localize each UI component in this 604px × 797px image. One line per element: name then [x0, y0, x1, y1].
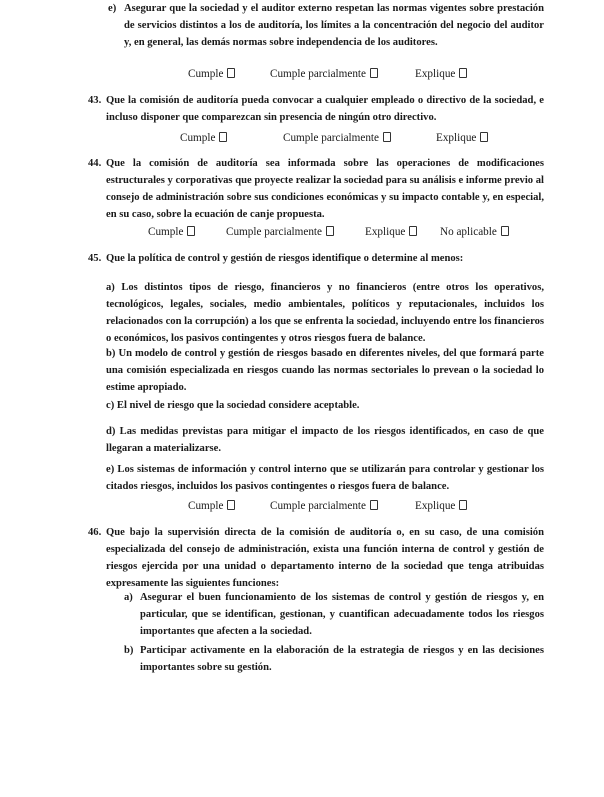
option-label: Cumple parcialmente — [283, 132, 379, 144]
checkbox-icon[interactable] — [219, 132, 227, 142]
item-45-b: b) Un modelo de control y gestión de riesgos basado en diferentes niveles, del que formará parte una comisión especializada en riesgos cuando las normas sectoriales lo prevean o la sociedad lo estime apropiado. — [106, 348, 544, 393]
item-45-number: 45. — [88, 253, 102, 264]
option-label: No aplicable — [440, 226, 497, 238]
checkbox-icon[interactable] — [459, 500, 467, 510]
option-label: Cumple parcialmente — [270, 68, 366, 80]
option-label: Cumple — [148, 226, 184, 238]
option-cumple[interactable] — [148, 226, 195, 238]
option-cumple[interactable] — [180, 132, 227, 144]
option-cumple-parcialmente[interactable] — [270, 68, 378, 80]
item-43-number: 43. — [88, 95, 102, 106]
item-44-text: Que la comisión de auditoría sea informada sobre las operaciones de modificaciones estructurales y corporativas que proyecte realizar la sociedad para su análisis e informe previo al consejo de administración sobre sus condiciones económicas y su impacto contable y, en especial, en su caso, sobre la ecuación de canje propuesta. — [106, 158, 544, 220]
item-45-d: d) Las medidas previstas para mitigar el impacto de los riesgos identificados, en caso de que llegaran a materializarse. — [106, 426, 544, 454]
item-45-a: a) Los distintos tipos de riesgo, financieros y no financieros (entre otros los operativos, tecnológicos, legales, sociales, medio ambientales, políticos y reputacionales, incluidos los relacionados con la corrupción) a los que se enfrenta la sociedad, incluyendo entre los financieros o económicos, los pasivos contingentes y otros riesgos fuera de balance. — [106, 282, 544, 344]
checkbox-icon[interactable] — [480, 132, 488, 142]
item-44-number: 44. — [88, 158, 102, 169]
item-e-label: e) — [108, 3, 117, 14]
checkbox-icon[interactable] — [459, 68, 467, 78]
item-45-e: e) Los sistemas de información y control interno que se utilizarán para controlar y gestionar los citados riesgos, incluidos los pasivos contingentes o riesgos fuera de balance. — [106, 464, 544, 492]
checkbox-icon[interactable] — [383, 132, 391, 142]
option-label: Explique — [415, 500, 456, 512]
option-label: Cumple — [188, 500, 224, 512]
checkbox-icon[interactable] — [227, 500, 235, 510]
option-cumple-parcialmente[interactable] — [226, 226, 334, 238]
option-label: Explique — [415, 68, 456, 80]
checkbox-icon[interactable] — [370, 500, 378, 510]
option-label: Cumple parcialmente — [226, 226, 322, 238]
checkbox-icon[interactable] — [409, 226, 417, 236]
item-45-intro: Que la política de control y gestión de riesgos identifique o determine al menos: — [106, 253, 464, 264]
item-46-intro: Que bajo la supervisión directa de la comisión de auditoría o, en su caso, de una comisión especializada del consejo de administración, exista una función interna de control y gestión de riesgos ejercida por una unidad o departamento interno de la sociedad que tenga atribuidas expresamente las siguientes funciones: — [106, 527, 544, 589]
option-label: Cumple — [180, 132, 216, 144]
option-cumple-parcialmente[interactable] — [270, 500, 378, 512]
option-cumple-parcialmente[interactable] — [283, 132, 391, 144]
option-label: Explique — [436, 132, 477, 144]
option-explique[interactable] — [415, 68, 467, 80]
option-no-aplicable[interactable] — [440, 226, 509, 238]
option-label: Cumple parcialmente — [270, 500, 366, 512]
item-45-c: c) El nivel de riesgo que la sociedad considere aceptable. — [106, 400, 360, 411]
option-explique[interactable] — [436, 132, 488, 144]
option-label: Explique — [365, 226, 406, 238]
checkbox-icon[interactable] — [187, 226, 195, 236]
option-label: Cumple — [188, 68, 224, 80]
checkbox-icon[interactable] — [227, 68, 235, 78]
option-explique[interactable] — [365, 226, 417, 238]
item-46-a: Asegurar el buen funcionamiento de los sistemas de control y gestión de riesgos y, en particular, que se identifican, gestionan, y cuantifican adecuadamente todos los riesgos importantes que afecten a la sociedad. — [140, 592, 544, 637]
option-cumple[interactable] — [188, 68, 235, 80]
option-cumple[interactable] — [188, 500, 235, 512]
item-46-b-label: b) — [124, 645, 134, 656]
checkbox-icon[interactable] — [501, 226, 509, 236]
item-46-number: 46. — [88, 527, 102, 538]
option-explique[interactable] — [415, 500, 467, 512]
checkbox-icon[interactable] — [326, 226, 334, 236]
item-43-text: Que la comisión de auditoría pueda convocar a cualquier empleado o directivo de la sociedad, e incluso disponer que comparezcan sin presencia de ningún otro directivo. — [106, 95, 544, 123]
item-46-b: Participar activamente en la elaboración de la estrategia de riesgos y en las decisiones importantes sobre su gestión. — [140, 645, 544, 673]
item-e-text: Asegurar que la sociedad y el auditor externo respetan las normas vigentes sobre prestación de servicios distintos a los de auditoría, los límites a la concentración del negocio del auditor y, en general, las demás normas sobre independencia de los auditores. — [124, 3, 544, 48]
checkbox-icon[interactable] — [370, 68, 378, 78]
item-46-a-label: a) — [124, 592, 133, 603]
